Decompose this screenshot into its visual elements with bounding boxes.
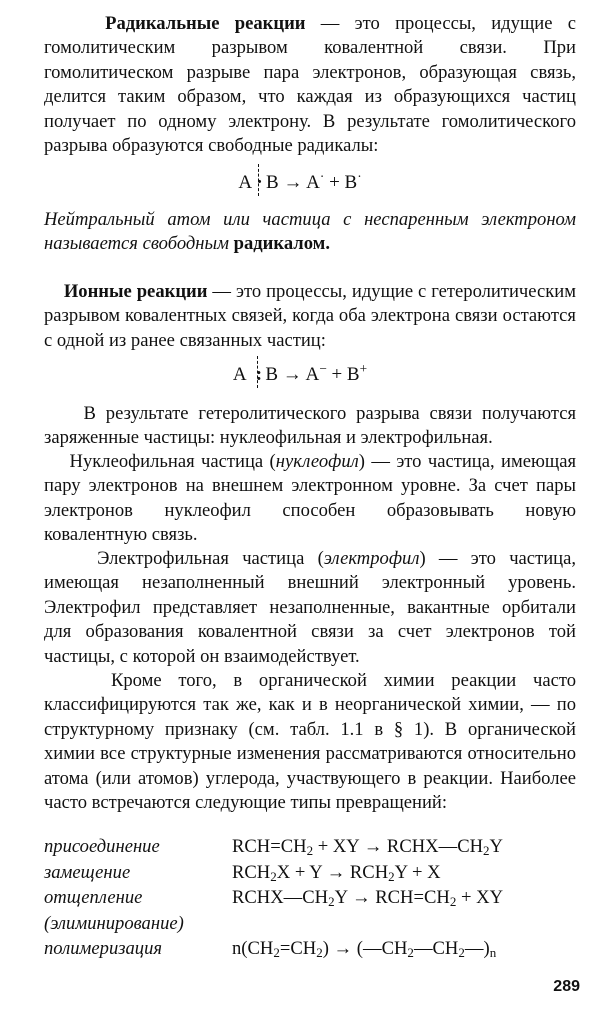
heterolytic-bond-break: :: [251, 362, 265, 388]
reaction-equation-addition: $RCH=CH_2$ + XY → $RCHX—CH_2Y$: [232, 836, 503, 858]
reaction-name-elimination: отщепление: [44, 887, 143, 909]
paragraph-electrophile: Электрофильная частица (электрофил) — это частица, имеющая незаполненный внешний электронный уровень. Электрофил представляет незаполненные, вакантные орбитали для образования ковалентной связи за счет электронов той частицы, с которой он взаимодействует.: [44, 548, 576, 667]
homolytic-bond-break: ·: [252, 170, 266, 196]
reaction-name-substitution: замещение: [44, 861, 131, 883]
reaction-equation-elimination: $RCHX—CH_2Y \to RCH=CH_2$ + XY: [232, 887, 503, 910]
paragraph-heterolytic-result: В результате гетеролитического разрыва связи получаются заряженные частицы: нуклеофильная и электрофильная.: [44, 403, 576, 449]
paragraph-structural-classification: Кроме того, в органической химии реакции часто классифицируются так же, как и в неорганической химии, — по структурному признаку (см. табл. 1.1 в § 1). В органической химии все структурные изменения рассматриваются относительно атома (или атомов) углерода, участвующего в реакции. Наиболее часто встречаются следующие типы превращений:: [44, 670, 576, 814]
paragraph-radical-definition: [44, 208, 576, 257]
reaction-row-elimination-alt: [44, 911, 584, 937]
reaction-types-list: [44, 834, 584, 962]
radical-reactions-text: — это процессы, идущие с гомолитическим разрывом ковалентной связи. При гомолитическом разрыве пара электронов, образующая связь, делится таким образом, что каждая из образующихся частиц получает по одному электрону. В результате гомолитического разрыва образуются свободные радикалы:: [44, 13, 576, 157]
reaction-name-addition: присоединение: [44, 836, 160, 857]
reaction-name-elimination-alt: (элиминирование): [44, 912, 184, 934]
reaction-row-elimination: [44, 885, 584, 911]
reaction-row-polymerization: [44, 936, 584, 962]
paragraph-ionic-reactions: [44, 280, 576, 353]
term-electrophile: электрофил: [323, 548, 420, 569]
reaction-name-polymerization: полимеризация: [44, 938, 163, 960]
formula-homolytic-cleavage: A · B → A· + B·: [0, 170, 600, 196]
formula-heterolytic-cleavage: A : B → A− + B+: [0, 362, 600, 388]
radical-definition-italic: Нейтральный атом или частица с неспаренным электроном называется свободным: [44, 209, 576, 255]
ionic-reactions-text: — это процессы, идущие с гетеролитическим разрывом ковалентных связей, когда оба электрона связи остаются с одной из ранее связанных частиц:: [44, 281, 577, 351]
radical-definition-bold: радикалом.: [233, 233, 330, 255]
term-nucleophile: нуклеофил: [275, 451, 359, 472]
page-number: 289: [553, 978, 580, 995]
reaction-equation-substitution: $RCH_2X + Y \to RCH_2Y + X$: [232, 861, 441, 884]
term-radical-reactions: Радикальные реакции: [105, 13, 306, 34]
paragraph-nucleophile: Нуклеофильная частица (нуклеофил) — это частица, имеющая пару электронов на внешнем электронном уровне. За счет пары электронов нуклеофил способен образовывать новую ковалентную связь.: [44, 451, 577, 546]
reaction-row-substitution: [44, 860, 584, 886]
paragraph-radical-reactions: [44, 12, 576, 158]
reaction-row-addition: [44, 834, 584, 860]
reaction-equation-polymerization: $n(CH_2=CH_2)$ → $(—CH_2—CH_2—)_n$: [232, 938, 497, 961]
term-ionic-reactions: Ионные реакции: [63, 281, 208, 302]
